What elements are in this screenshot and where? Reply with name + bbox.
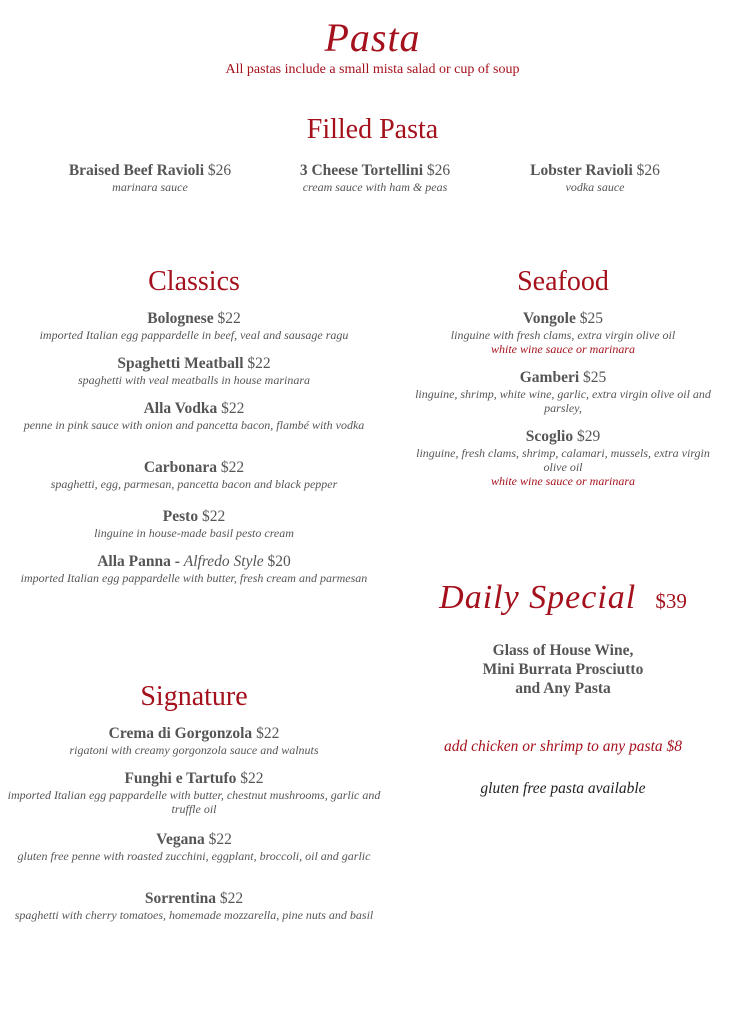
daily-special-price: $39 xyxy=(655,589,687,613)
item-name: Sorrentina xyxy=(144,890,217,907)
menu-item xyxy=(10,889,378,922)
menu-item xyxy=(5,458,383,491)
item-description: linguine with fresh clams, extra virgin olive oil xyxy=(450,328,676,342)
item-description: cream sauce with ham & peas xyxy=(302,180,448,194)
menu-item xyxy=(5,354,383,387)
menu-item xyxy=(405,309,721,356)
special-line: Glass of House Wine, xyxy=(492,642,634,659)
item-price: $29 xyxy=(577,428,601,445)
item-name: Spaghetti Meatball xyxy=(117,355,244,372)
daily-special-title: Daily Special xyxy=(439,579,637,616)
item-name: Vegana xyxy=(156,831,205,848)
section-heading-signature: Signature xyxy=(140,681,248,712)
item-price: $22 xyxy=(217,310,241,327)
menu-item xyxy=(5,769,383,816)
item-name: Carbonara xyxy=(143,459,218,476)
item-price: $26 xyxy=(636,162,660,179)
menu-item xyxy=(40,161,260,194)
item-name: Gamberi xyxy=(519,369,580,386)
menu-item xyxy=(5,830,383,863)
item-price: $20 xyxy=(267,553,291,570)
menu-item xyxy=(5,507,383,540)
item-price: $25 xyxy=(579,310,603,327)
item-name: Alla Vodka xyxy=(143,400,218,417)
item-name: Braised Beef Ravioli xyxy=(68,162,205,179)
item-description: spaghetti with veal meatballs in house marinara xyxy=(78,373,310,387)
menu-item xyxy=(5,309,383,342)
item-price: $22 xyxy=(240,770,264,787)
item-description: penne in pink sauce with onion and pancetta bacon, flambé with vodka xyxy=(23,418,365,432)
section-heading-seafood: Seafood xyxy=(517,266,609,297)
item-description: imported Italian egg pappardelle in beef, veal and sausage ragu xyxy=(39,328,349,342)
special-line: and Any Pasta xyxy=(515,680,611,697)
item-name: Crema di Gorgonzola xyxy=(108,725,253,742)
item-sauce-note: white wine sauce or marinara xyxy=(491,474,635,488)
item-description: linguine in house-made basil pesto cream xyxy=(94,526,294,540)
item-sauce-note: white wine sauce or marinara xyxy=(491,342,635,356)
item-description: imported Italian egg pappardelle with butter, fresh cream and parmesan xyxy=(20,571,368,585)
item-name: Scoglio xyxy=(525,428,574,445)
item-name: Lobster Ravioli xyxy=(530,162,633,179)
special-line: Mini Burrata Prosciutto xyxy=(482,661,644,678)
item-description: vodka sauce xyxy=(565,180,625,194)
menu-item xyxy=(260,161,490,194)
menu-item xyxy=(5,724,383,757)
item-name: Alla Panna - xyxy=(97,553,180,570)
item-description: imported Italian egg pappardelle with butter, chestnut mushrooms, garlic and truffle oil xyxy=(7,788,381,816)
gluten-free-note: gluten free pasta available xyxy=(480,780,646,797)
menu-item xyxy=(15,552,373,585)
item-name: Pesto xyxy=(162,508,199,525)
item-name: Bolognese xyxy=(147,310,214,327)
page-subtitle: All pastas include a small mista salad or cup of soup xyxy=(225,62,520,77)
item-name: Funghi e Tartufo xyxy=(124,770,237,787)
menu-item xyxy=(410,427,716,488)
item-description: gluten free penne with roasted zucchini, eggplant, broccoli, oil and garlic xyxy=(17,849,371,863)
item-description: spaghetti with cherry tomatoes, homemade mozzarella, pine nuts and basil xyxy=(14,908,374,922)
menu-item xyxy=(490,161,700,194)
section-heading-classics: Classics xyxy=(148,266,240,297)
page-title: Pasta xyxy=(324,15,421,60)
item-price: $22 xyxy=(221,400,245,417)
item-description: rigatoni with creamy gorgonzola sauce and walnuts xyxy=(69,743,319,757)
item-style: Alfredo Style xyxy=(183,553,264,570)
item-name: Vongole xyxy=(523,310,576,327)
daily-special-header xyxy=(405,578,721,618)
menu-item xyxy=(10,399,378,432)
item-price: $22 xyxy=(220,459,245,476)
menu-item xyxy=(405,368,721,415)
item-price: $26 xyxy=(426,162,451,179)
item-description: marinara sauce xyxy=(112,180,188,194)
section-heading-filled-pasta: Filled Pasta xyxy=(306,114,439,145)
item-price: $22 xyxy=(208,831,232,848)
item-price: $22 xyxy=(201,508,226,525)
item-price: $22 xyxy=(247,355,271,372)
item-description: linguine, fresh clams, shrimp, calamari, mussels, extra virgin olive oil xyxy=(416,446,710,474)
addon-note: add chicken or shrimp to any pasta $8 xyxy=(443,738,683,755)
item-price: $22 xyxy=(256,725,280,742)
daily-special-description xyxy=(405,641,721,698)
item-price: $26 xyxy=(207,162,232,179)
item-price: $25 xyxy=(583,369,607,386)
item-description: linguine, shrimp, white wine, garlic, extra virgin olive oil and parsley, xyxy=(415,387,711,415)
item-description: spaghetti, egg, parmesan, pancetta bacon and black pepper xyxy=(50,477,338,491)
item-price: $22 xyxy=(219,890,244,907)
item-name: 3 Cheese Tortellini xyxy=(299,162,423,179)
